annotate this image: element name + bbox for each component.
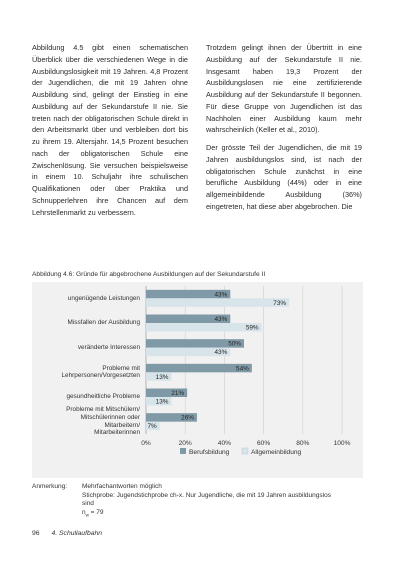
x-tick-label: 100% [333, 440, 351, 447]
sample-size: $n_w = 79$ [82, 508, 104, 518]
x-tick-label: 20% [178, 440, 192, 447]
x-tick-label: 80% [296, 440, 310, 447]
category-label: Probleme mit Mitschülern/ Mitschülerinnen oder Mitarbeitern/ Mitarbeiterinnen [66, 406, 140, 437]
data-label: 54% [236, 365, 249, 373]
paragraph: Der grösste Teil der Jugendlichen, die mit 19 Jahren ausbildungslos sind, ist nach der obligatorischen Schule zunächst in eine berufliche Ausbildung (44%) oder in eine allgemeinbildende Ausbildung (36%) eingetreten, hat diese aber abgebrochen. Die [206, 143, 362, 211]
chart-canvas [32, 282, 363, 478]
data-label: 50% [228, 340, 241, 348]
data-label: 43% [214, 291, 228, 299]
data-label: 13% [155, 373, 169, 381]
note-body [82, 483, 342, 520]
data-label: 21% [171, 390, 185, 397]
note-line: Stichprobe: Jugendstichprobe ch-x. Nur Jugendliche, die mit 19 Jahren ausbildungslos sind [82, 491, 331, 508]
legend-swatch [242, 448, 248, 454]
page-number: 96 [32, 530, 40, 537]
data-label: 73% [273, 299, 287, 307]
data-label: 7% [147, 423, 157, 431]
chapter-title: 4. Schullaufbahn [51, 530, 103, 537]
legend-label: Berufsbildung [189, 449, 230, 456]
x-tick-label: 40% [217, 440, 232, 447]
data-label: 59% [245, 324, 259, 332]
legend-swatch [180, 448, 186, 454]
body-column-right [206, 42, 362, 219]
page-footer [32, 530, 102, 537]
bar-chart [32, 282, 363, 478]
category-label: gesundheitliche Probleme [66, 393, 140, 401]
data-label: 43% [214, 349, 228, 357]
category-label: ungenügende Leistungen [67, 294, 140, 302]
data-label: 43% [214, 316, 228, 323]
data-label: 13% [155, 398, 169, 406]
category-label: veränderte Interessen [77, 343, 140, 351]
paragraph: Abbildung 4.5 gibt einen schematischen Überblick über die verschiedenen Wege in die Ausbildungslosigkeit mit 19 Jahren. 4,8 Prozent der Jugendlichen, die mit 19 Jahren ohne Ausbildung sind, gelingt der Einstieg in eine Ausbildung auf der Sekundarstufe II nie. Sie treten nach der obligatorischen Schule direkt in den Arbeitsmarkt über und verbleiben dort bis zu ihrem 19. Altersjahr. 14,5 Prozent besuchen nach der obligatorischen Schule eine Zwischenlösung. Sie versuchen beispielsweise in einem 10. Schuljahr ihre schulischen Qualifikationen oder über Praktika und Schnupperlehren ihre Chancen auf dem Lehrstellenmarkt zu verbessern. [32, 43, 188, 217]
note-line: Mehrfachantworten möglich [82, 483, 162, 490]
category-label: Probleme mit Lehrpersonen/Vorgesetzten [61, 364, 140, 380]
x-tick-label: 60% [256, 440, 271, 447]
bar [146, 323, 262, 332]
legend-label: Allgemeinbildung [251, 449, 302, 456]
figure-caption: Abbildung 4.6: Gründe für abgebrochene Ausbildungen auf der Sekundarstufe II [32, 271, 266, 278]
x-tick-label: 0% [141, 440, 151, 447]
category-label: Missfallen der Ausbildung [67, 319, 140, 327]
body-column-left [32, 42, 188, 224]
note-label: Anmerkung: [32, 483, 68, 490]
data-label: 26% [181, 414, 194, 422]
paragraph: Trotzdem gelingt ihnen der Übertritt in eine Ausbildung auf der Sekundarstufe II nie. Insgesamt haben 19,3 Prozent der Ausbildungslosen nie eine zertifizierende Ausbildung auf der Sekundarstufe II begonnen. Für diese Gruppe von Jugendlichen ist das Nachholen einer Ausbildung kaum mehr wahrscheinlich (Keller et al., 2010). [206, 43, 362, 135]
bar [146, 298, 289, 307]
